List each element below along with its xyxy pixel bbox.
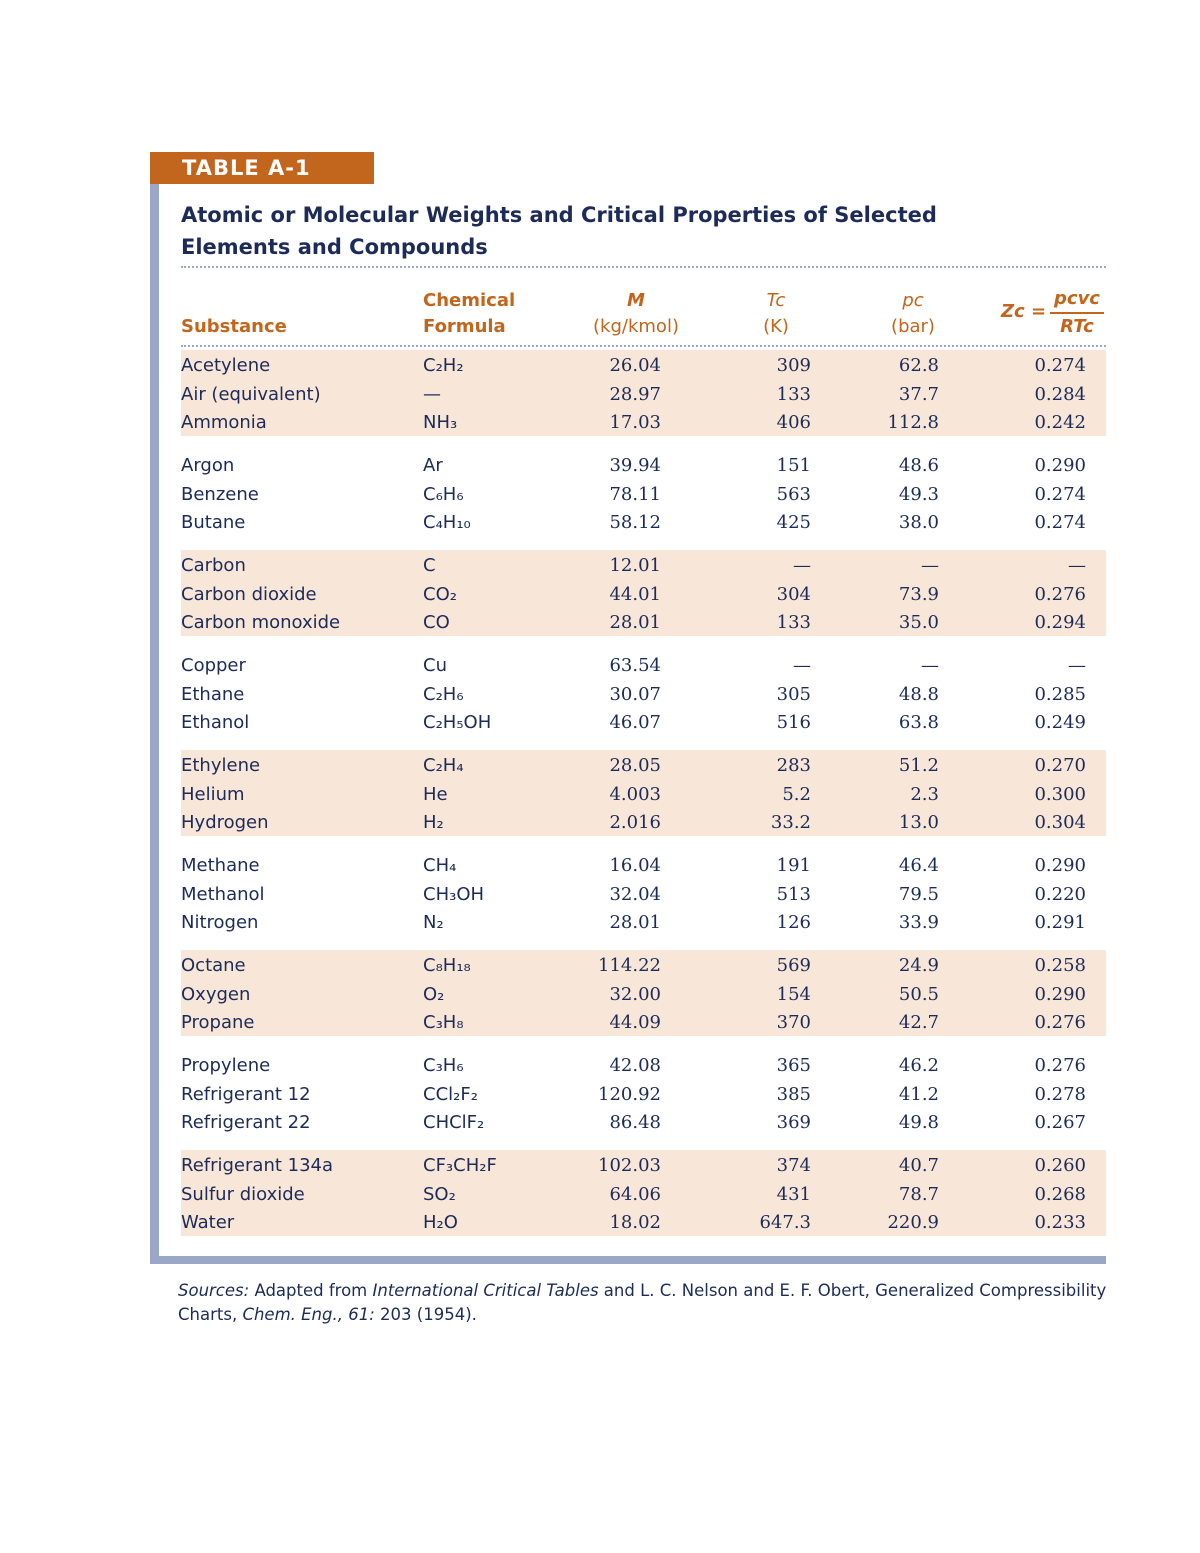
cell-substance: Methanol bbox=[181, 883, 265, 905]
table-row bbox=[181, 852, 1106, 880]
cell-compressibility: 0.290 bbox=[1034, 983, 1086, 1005]
cell-formula: CCl₂F₂ bbox=[423, 1083, 478, 1105]
cell-critical-pressure: 78.7 bbox=[898, 1183, 939, 1205]
table-row bbox=[181, 609, 1106, 637]
cell-substance: Benzene bbox=[181, 483, 259, 505]
cell-critical-temperature: 647.3 bbox=[759, 1212, 811, 1233]
cell-critical-temperature: 151 bbox=[776, 455, 811, 476]
cell-formula: C₈H₁₈ bbox=[423, 955, 471, 976]
table-row bbox=[181, 952, 1106, 980]
header-z-denominator: RTc bbox=[1060, 316, 1094, 337]
cell-critical-temperature: 369 bbox=[776, 1112, 811, 1133]
cell-formula: NH₃ bbox=[423, 412, 458, 433]
cell-critical-temperature: 425 bbox=[776, 512, 811, 533]
cell-formula: C₂H₂ bbox=[423, 355, 464, 376]
cell-critical-temperature: 569 bbox=[776, 955, 811, 976]
table-row bbox=[181, 809, 1106, 837]
caption-line-1: Atomic or Molecular Weights and Critical Properties of Selected bbox=[181, 203, 937, 227]
header-formula bbox=[423, 288, 573, 340]
header-molar-mass bbox=[566, 288, 706, 340]
cell-formula: C₂H₄ bbox=[423, 755, 464, 776]
cell-compressibility: 0.290 bbox=[1034, 455, 1086, 476]
header-critical-temperature bbox=[736, 288, 816, 340]
cell-critical-pressure: 49.8 bbox=[898, 1112, 939, 1133]
cell-formula: C₆H₆ bbox=[423, 483, 464, 505]
cell-formula: H₂ bbox=[423, 812, 444, 833]
cell-critical-temperature: 305 bbox=[776, 683, 811, 705]
table-row bbox=[181, 881, 1106, 909]
cell-critical-pressure: 2.3 bbox=[910, 783, 939, 805]
header-m-unit: (kg/kmol) bbox=[593, 316, 679, 337]
table-row bbox=[181, 909, 1106, 937]
header-z-numerator: pcvc bbox=[1050, 286, 1104, 314]
cell-formula: N₂ bbox=[423, 912, 444, 933]
table-row bbox=[181, 1109, 1106, 1137]
cell-compressibility: 0.258 bbox=[1034, 955, 1086, 976]
cell-substance: Oxygen bbox=[181, 983, 251, 1005]
cell-molar-mass: 120.92 bbox=[598, 1083, 661, 1105]
cell-critical-temperature: — bbox=[793, 655, 811, 676]
cell-critical-pressure: 13.0 bbox=[898, 812, 939, 833]
table-row bbox=[181, 652, 1106, 680]
cell-compressibility: 0.300 bbox=[1034, 783, 1086, 805]
cell-critical-pressure: 73.9 bbox=[898, 583, 939, 605]
table-group bbox=[181, 750, 1106, 836]
cell-compressibility: 0.274 bbox=[1034, 483, 1086, 505]
cell-substance: Propane bbox=[181, 1012, 255, 1033]
cell-molar-mass: 46.07 bbox=[609, 712, 661, 733]
cell-critical-temperature: 191 bbox=[776, 855, 811, 876]
cell-compressibility: — bbox=[1068, 655, 1086, 676]
cell-molar-mass: 39.94 bbox=[609, 455, 661, 476]
caption-divider bbox=[181, 266, 1106, 268]
cell-compressibility: 0.220 bbox=[1034, 883, 1086, 905]
cell-critical-temperature: 385 bbox=[776, 1083, 811, 1105]
cell-molar-mass: 64.06 bbox=[609, 1183, 661, 1205]
sources-note bbox=[178, 1279, 1108, 1327]
cell-compressibility: 0.242 bbox=[1034, 412, 1086, 433]
cell-molar-mass: 28.01 bbox=[609, 912, 661, 933]
cell-molar-mass: 18.02 bbox=[609, 1212, 661, 1233]
sources-text-1: Adapted from bbox=[249, 1281, 373, 1300]
table-row bbox=[181, 1181, 1106, 1209]
cell-critical-pressure: 51.2 bbox=[898, 755, 939, 776]
cell-compressibility: 0.291 bbox=[1034, 912, 1086, 933]
cell-critical-pressure: 79.5 bbox=[898, 883, 939, 905]
cell-formula: CF₃CH₂F bbox=[423, 1155, 497, 1176]
cell-molar-mass: 12.01 bbox=[609, 555, 661, 576]
table-row bbox=[181, 509, 1106, 537]
table-header bbox=[181, 286, 1106, 342]
bottom-border-bar bbox=[150, 1256, 1106, 1264]
header-p-symbol: pc bbox=[902, 290, 924, 311]
cell-formula: CO bbox=[423, 612, 450, 633]
cell-compressibility: 0.260 bbox=[1034, 1155, 1086, 1176]
cell-critical-pressure: 37.7 bbox=[898, 383, 939, 405]
cell-critical-temperature: 304 bbox=[776, 583, 811, 605]
cell-molar-mass: 30.07 bbox=[609, 683, 661, 705]
cell-molar-mass: 32.04 bbox=[609, 883, 661, 905]
cell-substance: Carbon bbox=[181, 555, 246, 576]
cell-compressibility: 0.284 bbox=[1034, 383, 1086, 405]
cell-critical-temperature: 126 bbox=[776, 912, 811, 933]
cell-critical-pressure: 220.9 bbox=[887, 1212, 939, 1233]
cell-critical-pressure: 62.8 bbox=[898, 355, 939, 376]
cell-compressibility: 0.249 bbox=[1034, 712, 1086, 733]
cell-molar-mass: 16.04 bbox=[609, 855, 661, 876]
header-critical-pressure bbox=[868, 288, 958, 340]
cell-molar-mass: 28.97 bbox=[609, 383, 661, 405]
cell-substance: Air (equivalent) bbox=[181, 383, 321, 405]
cell-compressibility: 0.294 bbox=[1034, 612, 1086, 633]
cell-critical-temperature: 516 bbox=[776, 712, 811, 733]
table-group bbox=[181, 350, 1106, 436]
cell-compressibility: 0.233 bbox=[1034, 1212, 1086, 1233]
table-row bbox=[181, 581, 1106, 609]
cell-critical-temperature: 154 bbox=[776, 983, 811, 1005]
cell-molar-mass: 102.03 bbox=[598, 1155, 661, 1176]
cell-critical-temperature: 406 bbox=[776, 412, 811, 433]
cell-substance: Butane bbox=[181, 512, 246, 533]
table-row bbox=[181, 409, 1106, 437]
cell-substance: Hydrogen bbox=[181, 812, 269, 833]
cell-formula: H₂O bbox=[423, 1212, 458, 1233]
table-group bbox=[181, 1050, 1106, 1136]
header-z-fraction bbox=[1050, 286, 1104, 340]
table-row bbox=[181, 1081, 1106, 1109]
cell-critical-temperature: 513 bbox=[776, 883, 811, 905]
cell-substance: Propylene bbox=[181, 1055, 271, 1076]
sources-title: International Critical Tables bbox=[372, 1281, 599, 1300]
cell-formula: CHClF₂ bbox=[423, 1112, 485, 1133]
cell-critical-pressure: 33.9 bbox=[898, 912, 939, 933]
cell-substance: Methane bbox=[181, 855, 260, 876]
cell-critical-temperature: 370 bbox=[776, 1012, 811, 1033]
sources-journal: Chem. Eng., 61: bbox=[242, 1305, 375, 1324]
cell-critical-temperature: 309 bbox=[776, 355, 811, 376]
table-row bbox=[181, 781, 1106, 809]
cell-compressibility: 0.290 bbox=[1034, 855, 1086, 876]
cell-molar-mass: 114.22 bbox=[598, 955, 661, 976]
cell-molar-mass: 32.00 bbox=[609, 983, 661, 1005]
table-row bbox=[181, 752, 1106, 780]
cell-critical-pressure: 46.2 bbox=[898, 1055, 939, 1076]
cell-critical-pressure: 48.6 bbox=[898, 455, 939, 476]
header-p-unit: (bar) bbox=[891, 316, 935, 337]
table-row bbox=[181, 981, 1106, 1009]
cell-formula: — bbox=[423, 383, 441, 405]
cell-substance: Sulfur dioxide bbox=[181, 1183, 305, 1205]
cell-substance: Ethanol bbox=[181, 712, 250, 733]
cell-compressibility: 0.276 bbox=[1034, 1012, 1086, 1033]
header-formula-line-1: Chemical bbox=[423, 290, 516, 311]
cell-molar-mass: 26.04 bbox=[609, 355, 661, 376]
cell-critical-pressure: 112.8 bbox=[887, 412, 939, 433]
cell-formula: O₂ bbox=[423, 983, 445, 1005]
cell-molar-mass: 58.12 bbox=[609, 512, 661, 533]
cell-molar-mass: 4.003 bbox=[609, 783, 661, 805]
cell-critical-temperature: 365 bbox=[776, 1055, 811, 1076]
cell-formula: CH₄ bbox=[423, 855, 457, 876]
table-group bbox=[181, 1150, 1106, 1236]
cell-critical-pressure: 46.4 bbox=[898, 855, 939, 876]
cell-compressibility: 0.278 bbox=[1034, 1083, 1086, 1105]
cell-substance: Refrigerant 12 bbox=[181, 1083, 311, 1105]
table-row bbox=[181, 552, 1106, 580]
table-row bbox=[181, 709, 1106, 737]
header-substance: Substance bbox=[181, 316, 287, 337]
cell-critical-temperature: 563 bbox=[776, 483, 811, 505]
table-row bbox=[181, 452, 1106, 480]
cell-substance: Octane bbox=[181, 955, 246, 976]
table-group bbox=[181, 650, 1106, 736]
cell-formula: SO₂ bbox=[423, 1183, 456, 1205]
cell-critical-pressure: 40.7 bbox=[898, 1155, 939, 1176]
cell-molar-mass: 17.03 bbox=[609, 412, 661, 433]
cell-substance: Carbon dioxide bbox=[181, 583, 317, 605]
cell-critical-pressure: 49.3 bbox=[898, 483, 939, 505]
cell-formula: C₃H₆ bbox=[423, 1055, 464, 1076]
cell-critical-temperature: 133 bbox=[776, 612, 811, 633]
cell-compressibility: 0.304 bbox=[1034, 812, 1086, 833]
cell-formula: C₂H₆ bbox=[423, 683, 464, 705]
table-group bbox=[181, 850, 1106, 936]
header-formula-line-2: Formula bbox=[423, 316, 506, 337]
cell-molar-mass: 42.08 bbox=[609, 1055, 661, 1076]
cell-formula: C₃H₈ bbox=[423, 1012, 464, 1033]
cell-substance: Copper bbox=[181, 655, 246, 676]
cell-substance: Ethane bbox=[181, 683, 245, 705]
cell-compressibility: 0.270 bbox=[1034, 755, 1086, 776]
cell-compressibility: 0.276 bbox=[1034, 583, 1086, 605]
cell-critical-temperature: 5.2 bbox=[782, 783, 811, 805]
sources-text-3: 203 (1954). bbox=[374, 1305, 477, 1324]
table-group bbox=[181, 450, 1106, 536]
cell-compressibility: 0.276 bbox=[1034, 1055, 1086, 1076]
cell-molar-mass: 63.54 bbox=[609, 655, 661, 676]
cell-critical-pressure: 42.7 bbox=[898, 1012, 939, 1033]
table-row bbox=[181, 1209, 1106, 1237]
cell-formula: He bbox=[423, 783, 448, 805]
table-row bbox=[181, 1052, 1106, 1080]
cell-critical-pressure: 24.9 bbox=[898, 955, 939, 976]
cell-molar-mass: 86.48 bbox=[609, 1112, 661, 1133]
cell-compressibility: 0.274 bbox=[1034, 512, 1086, 533]
table-row bbox=[181, 481, 1106, 509]
cell-compressibility: — bbox=[1068, 555, 1086, 576]
cell-molar-mass: 2.016 bbox=[609, 812, 661, 833]
header-t-symbol: Tc bbox=[766, 290, 786, 311]
table-label: TABLE A-1 bbox=[150, 152, 374, 184]
cell-substance: Ethylene bbox=[181, 755, 261, 776]
sources-text-2: and L. C. Nelson and E. F. Obert, Generalized Compressibility Charts, bbox=[178, 1281, 1107, 1324]
cell-molar-mass: 78.11 bbox=[609, 483, 661, 505]
cell-substance: Helium bbox=[181, 783, 245, 805]
cell-molar-mass: 28.01 bbox=[609, 612, 661, 633]
cell-critical-temperature: 374 bbox=[776, 1155, 811, 1176]
cell-compressibility: 0.274 bbox=[1034, 355, 1086, 376]
cell-critical-temperature: 133 bbox=[776, 383, 811, 405]
sources-label: Sources: bbox=[178, 1281, 250, 1300]
cell-substance: Nitrogen bbox=[181, 912, 259, 933]
cell-critical-pressure: 63.8 bbox=[898, 712, 939, 733]
cell-substance: Refrigerant 22 bbox=[181, 1112, 311, 1133]
cell-critical-temperature: 33.2 bbox=[770, 812, 811, 833]
header-divider bbox=[181, 345, 1106, 347]
table-group bbox=[181, 550, 1106, 636]
cell-critical-pressure: — bbox=[921, 555, 939, 576]
table-row bbox=[181, 1152, 1106, 1180]
table-group bbox=[181, 950, 1106, 1036]
cell-formula: Ar bbox=[423, 455, 443, 476]
table-caption bbox=[181, 199, 1081, 263]
cell-critical-temperature: — bbox=[793, 555, 811, 576]
cell-substance: Refrigerant 134a bbox=[181, 1155, 334, 1176]
cell-substance: Argon bbox=[181, 455, 235, 476]
cell-critical-temperature: 431 bbox=[776, 1183, 811, 1205]
cell-compressibility: 0.268 bbox=[1034, 1183, 1086, 1205]
cell-formula: C₂H₅OH bbox=[423, 712, 492, 733]
cell-critical-pressure: 35.0 bbox=[898, 612, 939, 633]
table-row bbox=[181, 381, 1106, 409]
cell-critical-pressure: 38.0 bbox=[898, 512, 939, 533]
cell-formula: Cu bbox=[423, 655, 447, 676]
cell-molar-mass: 44.09 bbox=[609, 1012, 661, 1033]
table-row bbox=[181, 352, 1106, 380]
cell-substance: Water bbox=[181, 1212, 235, 1233]
header-compressibility bbox=[1001, 286, 1106, 342]
header-z-lhs: Zc = bbox=[1001, 301, 1047, 322]
header-t-unit: (K) bbox=[763, 316, 789, 337]
cell-substance: Carbon monoxide bbox=[181, 612, 341, 633]
header-m-symbol: M bbox=[627, 290, 645, 311]
cell-critical-pressure: — bbox=[921, 655, 939, 676]
cell-critical-pressure: 48.8 bbox=[898, 683, 939, 705]
cell-formula: CO₂ bbox=[423, 583, 457, 605]
cell-compressibility: 0.285 bbox=[1034, 683, 1086, 705]
cell-critical-pressure: 41.2 bbox=[898, 1083, 939, 1105]
cell-molar-mass: 44.01 bbox=[609, 583, 661, 605]
left-border-bar bbox=[150, 184, 159, 1264]
cell-molar-mass: 28.05 bbox=[609, 755, 661, 776]
cell-critical-pressure: 50.5 bbox=[898, 983, 939, 1005]
cell-compressibility: 0.267 bbox=[1034, 1112, 1086, 1133]
caption-line-2: Elements and Compounds bbox=[181, 235, 488, 259]
cell-formula: C₄H₁₀ bbox=[423, 512, 471, 533]
cell-formula: C bbox=[423, 555, 436, 576]
cell-critical-temperature: 283 bbox=[776, 755, 811, 776]
cell-substance: Ammonia bbox=[181, 412, 267, 433]
cell-substance: Acetylene bbox=[181, 355, 271, 376]
table-row bbox=[181, 1009, 1106, 1037]
cell-formula: CH₃OH bbox=[423, 883, 485, 905]
table-row bbox=[181, 681, 1106, 709]
